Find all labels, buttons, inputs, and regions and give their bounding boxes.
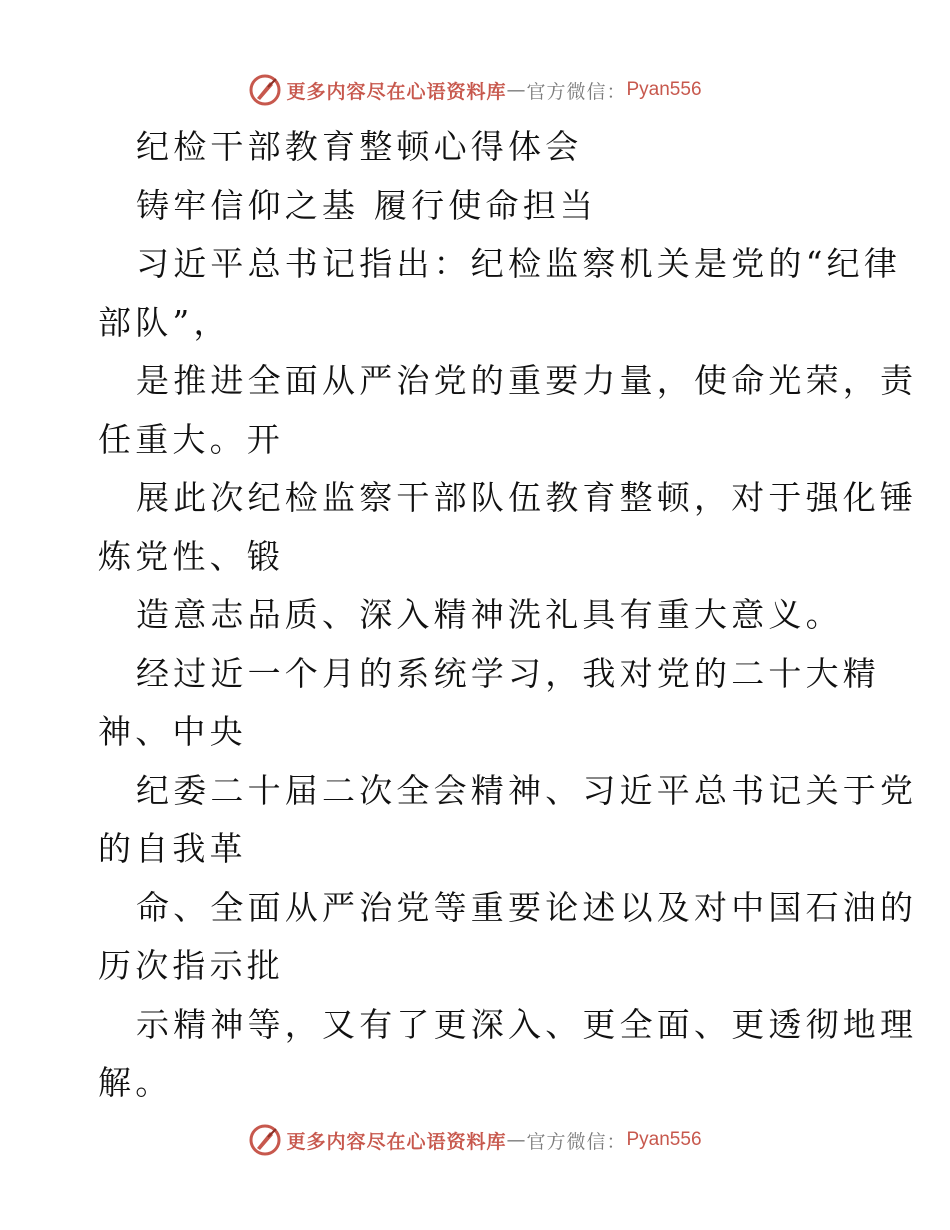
text-line: 是推进全面从严治党的重要力量，使命光荣，责 [136,361,918,400]
text-line: 解。 [98,1063,173,1102]
text-line: 展此次纪检监察干部队伍教育整顿，对于强化锤 [136,478,918,517]
text-line: 部队”， [98,302,231,342]
footer-watermark-banner [0,1120,950,1160]
document-subtitle: 铸牢信仰之基 履行使命担当 [136,185,598,225]
banner-wechat-id: Pyan556 [626,79,702,100]
quill-logo-icon [248,73,282,107]
banner-promo-text: 更多内容尽在心语资料库 [286,80,507,103]
document-title: 纪检干部教育整顿心得体会 [136,127,583,166]
text-line: 习近平总书记指出：纪检监察机关是党的“纪律 [136,244,902,283]
banner-separator: — [506,1129,527,1151]
header-watermark-banner [0,70,950,110]
text-line: 的自我革 [98,829,247,868]
text-line: 炼党性、锻 [98,536,284,576]
quill-logo-icon [248,1123,282,1157]
text-line: 神、中央 [98,712,247,751]
document-body [98,118,918,1113]
banner-promo-text: 更多内容尽在心语资料库 [286,1130,507,1153]
banner-wechat-id: Pyan556 [626,1129,702,1150]
banner-separator: — [506,79,527,101]
text-line: 命、全面从严治党等重要论述以及对中国石油的 [136,887,918,927]
text-line: 造意志品质、深入精神洗礼具有重大意义。 [136,595,843,634]
text-line: 示精神等，又有了更深入、更全面、更透彻地理 [136,1004,918,1044]
banner-wechat-label: 官方微信： [526,80,627,103]
text-line: 任重大。开 [98,419,284,459]
text-line: 纪委二十届二次全会精神、习近平总书记关于党 [136,770,918,810]
text-line: 历次指示批 [98,946,284,985]
text-line: 经过近一个月的系统学习，我对党的二十大精 [136,653,880,693]
banner-wechat-label: 官方微信： [526,1130,627,1153]
